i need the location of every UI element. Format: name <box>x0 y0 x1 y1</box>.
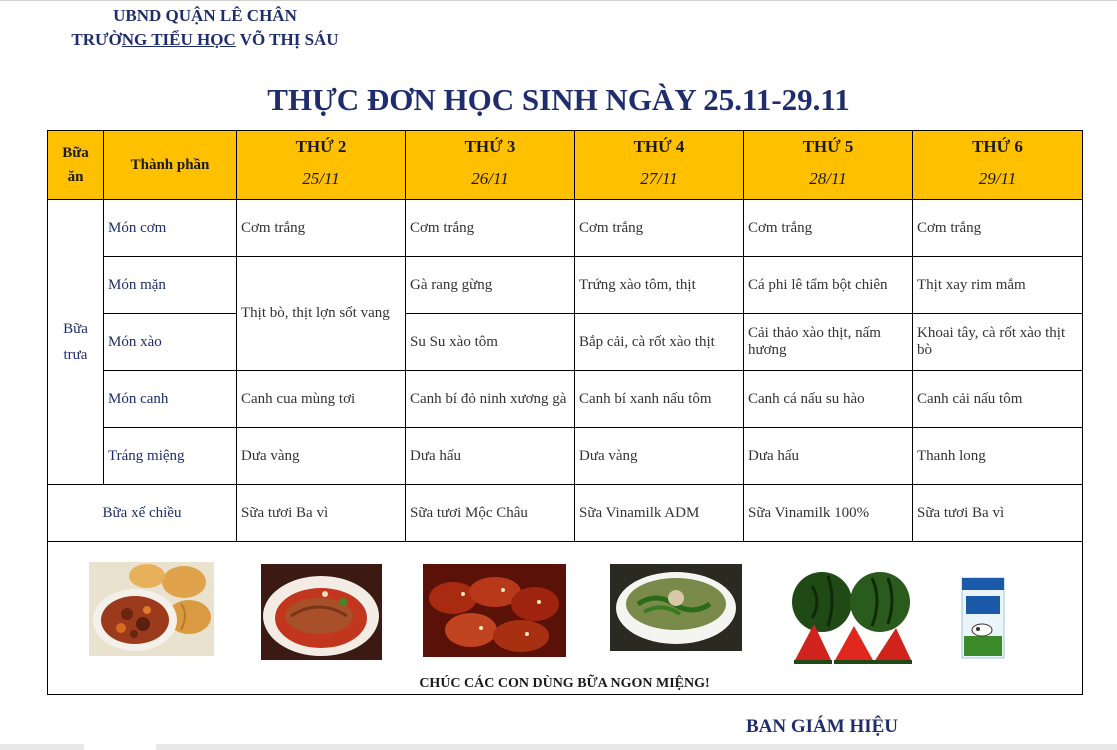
dish-cell: Dưa vàng <box>575 428 744 485</box>
menu-table <box>47 130 1083 695</box>
dish-cell: Cá phi lê tẩm bột chiên <box>744 257 913 314</box>
dish-cell: Cơm trắng <box>575 200 744 257</box>
school-name: TRƯỜNG TIỂU HỌC VÕ THỊ SÁU <box>71 30 339 49</box>
table-row <box>48 314 1083 371</box>
snack-cell: Sữa tươi Ba vì <box>913 485 1083 542</box>
snack-cell: Sữa tươi Mộc Châu <box>406 485 575 542</box>
dish-cell: Cơm trắng <box>237 200 406 257</box>
dish-cell: Gà rang gừng <box>406 257 575 314</box>
component-label: Món xào <box>104 314 237 371</box>
menu-title: THỰC ĐƠN HỌC SINH NGÀY 25.11-29.11 <box>267 82 850 117</box>
dish-cell: Dưa hấu <box>744 428 913 485</box>
day-header: THỨ 2 25/11 <box>237 131 406 200</box>
lunch-label: Bữa trưa <box>48 200 104 485</box>
dish-cell: Cơm trắng <box>406 200 575 257</box>
dish-cell: Trứng xào tôm, thịt <box>575 257 744 314</box>
dish-cell: Bắp cải, cà rốt xào thịt <box>575 314 744 371</box>
snack-cell: Sữa Vinamilk 100% <box>744 485 913 542</box>
dish-cell: Thịt bò, thịt lợn sốt vang <box>237 257 406 371</box>
snack-cell: Sữa tươi Ba vì <box>237 485 406 542</box>
district-name: UBND QUẬN LÊ CHÂN <box>113 6 297 25</box>
photo-strip <box>48 542 1083 695</box>
day-header: THỨ 5 28/11 <box>744 131 913 200</box>
top-border <box>0 0 1117 1</box>
snack-row <box>48 485 1083 542</box>
photo-row <box>48 542 1083 695</box>
dish-cell: Cơm trắng <box>913 200 1083 257</box>
table-row <box>48 200 1083 257</box>
component-label: Món cơm <box>104 200 237 257</box>
component-label: Món mặn <box>104 257 237 314</box>
table-row <box>48 371 1083 428</box>
table-row <box>48 428 1083 485</box>
dish-cell: Cơm trắng <box>744 200 913 257</box>
dish-cell: Thanh long <box>913 428 1083 485</box>
dish-cell: Dưa hấu <box>406 428 575 485</box>
milk-carton-photo <box>958 574 1008 660</box>
snack-cell: Sữa Vinamilk ADM <box>575 485 744 542</box>
meal-column-header: Bữa ăn <box>48 131 104 200</box>
day-header: THỨ 6 29/11 <box>913 131 1083 200</box>
day-header: THỨ 3 26/11 <box>406 131 575 200</box>
dish-cell: Khoai tây, cà rốt xào thịt bò <box>913 314 1083 371</box>
snack-label: Bữa xế chiều <box>48 485 237 542</box>
signature-title: BAN GIÁM HIỆU <box>746 716 899 737</box>
header-row <box>48 131 1083 200</box>
component-label: Món canh <box>104 371 237 428</box>
part-column-header: Thành phần <box>104 131 237 200</box>
dish-cell: Canh bí xanh nấu tôm <box>575 371 744 428</box>
day-header: THỨ 4 27/11 <box>575 131 744 200</box>
dish-cell: Canh bí đỏ ninh xương gà <box>406 371 575 428</box>
table-row <box>48 257 1083 314</box>
soup-photo <box>610 564 742 651</box>
dish-cell: Dưa vàng <box>237 428 406 485</box>
dish-cell: Canh cua mùng tơi <box>237 371 406 428</box>
dish-cell: Canh cải nấu tôm <box>913 371 1083 428</box>
dish-cell: Canh cá nấu su hào <box>744 371 913 428</box>
chicken-wings-photo <box>423 564 566 657</box>
fish-dish-photo <box>261 564 382 660</box>
dish-cell: Thịt xay rim mắm <box>913 257 1083 314</box>
beef-stew-photo <box>89 562 214 656</box>
dish-cell: Cải thảo xào thịt, nấm hương <box>744 314 913 371</box>
closing-message: CHÚC CÁC CON DÙNG BỮA NGON MIỆNG! <box>419 676 710 691</box>
component-label: Tráng miệng <box>104 428 237 485</box>
school-header <box>40 4 370 52</box>
dish-cell: Su Su xào tôm <box>406 314 575 371</box>
bottom-scroll-strip <box>0 744 1117 750</box>
watermelon-photo <box>792 566 912 666</box>
